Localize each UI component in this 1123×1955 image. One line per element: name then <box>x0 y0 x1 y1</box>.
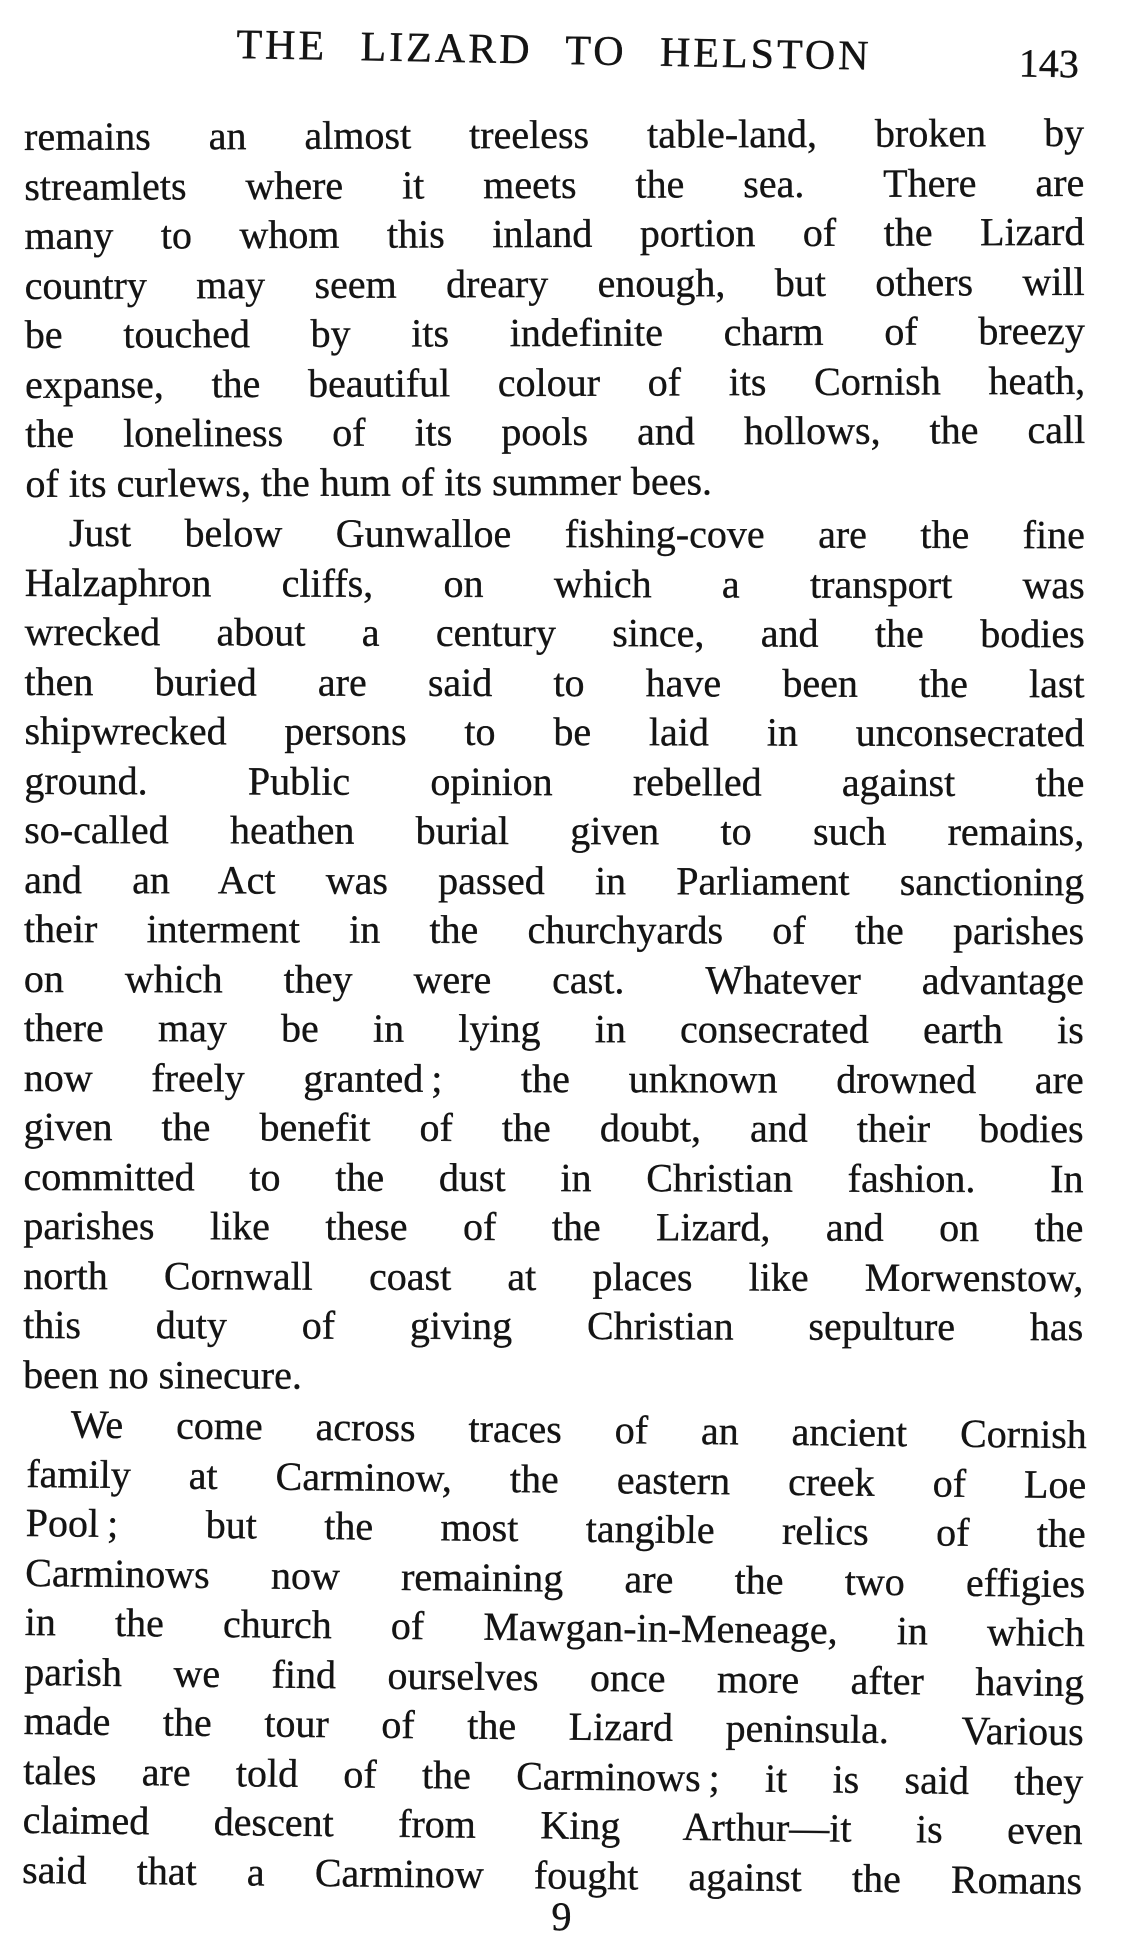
text-line: streamlets where it meets the sea. There are <box>24 159 1085 209</box>
text-line: then buried are said to have been the last <box>24 658 1085 706</box>
text-line: their interment in the churchyards of the parishes <box>24 906 1085 954</box>
text-line: shipwrecked persons to be laid in unconsecrated <box>24 708 1085 756</box>
paragraph <box>22 1399 1087 1905</box>
text-line: parishes like these of the Lizard, and on the <box>23 1202 1084 1251</box>
text-line: tales are told of the Carminows ; it is said they <box>22 1747 1084 1804</box>
text-line: now freely granted ; the unknown drowned are <box>23 1054 1084 1102</box>
page-number: 143 <box>1018 40 1080 87</box>
text-line: on which they were cast. Whatever advantage <box>23 955 1084 1003</box>
text-line: country may seem dreary enough, but others will <box>24 258 1085 308</box>
paragraph <box>24 108 1086 508</box>
text-line: so-called heathen burial given to such remains, <box>24 807 1085 855</box>
text-line: parish we find ourselves once more after having <box>24 1648 1085 1705</box>
text-line: Just below Gunwalloe fishing-cove are the fine <box>68 510 1085 558</box>
text-line: in the church of Mawgan-in-Meneage, in which <box>24 1599 1085 1656</box>
text-line: this duty of giving Christian sepulture has <box>23 1301 1084 1350</box>
text-line: north Cornwall coast at places like Morwenstow, <box>23 1252 1084 1300</box>
signature-mark: 9 <box>551 1894 572 1939</box>
text-line: and an Act was passed in Parliament sanctioning <box>24 856 1085 904</box>
text-line: Halzaphron cliffs, on which a transport was <box>24 559 1085 607</box>
text-line: said that a Carminow fought against the Romans <box>21 1846 1083 1903</box>
text-line: expanse, the beautiful colour of its Cornish heath, <box>24 357 1086 407</box>
text-line: made the tour of the Lizard peninsula. Various <box>23 1697 1084 1755</box>
page-footer <box>0 1893 1123 1940</box>
text-line: Carminows now remaining are the two effigies <box>25 1549 1086 1606</box>
text-line: many to whom this inland portion of the Lizard <box>24 208 1085 258</box>
text-line: the loneliness of its pools and hollows, the call <box>25 406 1086 456</box>
text-line: Pool ; but the most tangible relics of the <box>25 1500 1086 1557</box>
text-line: family at Carminow, the eastern creek of Loe <box>26 1450 1087 1507</box>
text-line: ground. Public opinion rebelled against the <box>24 757 1085 805</box>
text-line: remains an almost treeless table-land, broken by <box>24 109 1085 159</box>
text-line: committed to the dust in Christian fashion. In <box>23 1153 1084 1201</box>
page-header <box>23 17 1084 96</box>
text-line: there may be in lying in consecrated earth is <box>23 1004 1084 1053</box>
text-line: been no sinecure. <box>23 1351 302 1398</box>
running-head-title: THE LIZARD TO HELSTON <box>236 21 872 80</box>
text-line: claimed descent from King Arthur—it is even <box>22 1796 1083 1854</box>
text-line: of its curlews, the hum of its summer bees. <box>25 457 713 506</box>
text-block <box>21 109 1088 1903</box>
text-line: We come across traces of an ancient Cornish <box>70 1401 1088 1458</box>
paragraph <box>23 508 1085 1401</box>
text-line: be touched by its indefinite charm of breezy <box>24 307 1085 357</box>
text-line: given the benefit of the doubt, and their bodies <box>23 1103 1084 1152</box>
text-line: wrecked about a century since, and the bodies <box>24 609 1085 657</box>
